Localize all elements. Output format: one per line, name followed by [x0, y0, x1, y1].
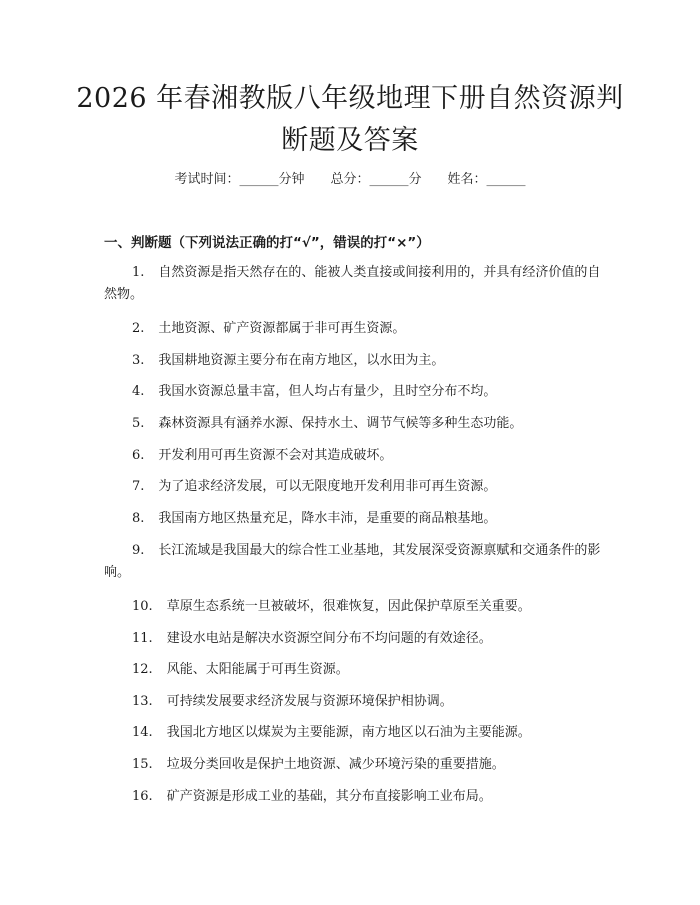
question-item [104, 445, 604, 467]
question-item [104, 508, 604, 530]
question-item [104, 722, 604, 744]
question-number: 4. [132, 384, 145, 399]
question-number: 15. [132, 757, 153, 772]
question-text: 垃圾分类回收是保护土地资源、减少环境污染的重要措施。 [166, 757, 505, 772]
question-text: 可持续发展要求经济发展与资源环境保护相协调。 [166, 694, 453, 709]
question-number: 12. [132, 662, 153, 677]
question-item [104, 262, 604, 306]
question-number: 2. [132, 321, 145, 336]
question-number: 13. [132, 694, 153, 709]
question-text: 长江流域是我国最大的综合性工业基地，其发展深受资源禀赋和交通条件的影响。 [104, 543, 601, 580]
question-number: 11. [132, 631, 153, 646]
exam-info-text: 考试时间：______分钟 总分：______分 姓名：______ [174, 172, 526, 187]
question-number: 8. [132, 511, 145, 526]
question-item [104, 754, 604, 776]
question-text: 我国水资源总量丰富，但人均占有量少，且时空分布不均。 [158, 384, 497, 399]
question-item [104, 476, 604, 498]
question-text: 建设水电站是解决水资源空间分布不均问题的有效途径。 [166, 631, 492, 646]
question-text: 我国南方地区热量充足，降水丰沛，是重要的商品粮基地。 [158, 511, 497, 526]
question-text: 自然资源是指天然存在的、能被人类直接或间接利用的，并具有经济价值的自然物。 [104, 265, 601, 302]
question-text: 风能、太阳能属于可再生资源。 [166, 662, 349, 677]
question-number: 16. [132, 789, 153, 804]
question-item [104, 381, 604, 403]
question-text: 森林资源具有涵养水源、保持水土、调节气候等多种生态功能。 [158, 416, 523, 431]
question-number: 6. [132, 448, 145, 463]
question-number: 7. [132, 479, 145, 494]
question-item [104, 540, 604, 584]
question-item [104, 318, 604, 340]
question-text: 我国北方地区以煤炭为主要能源，南方地区以石油为主要能源。 [166, 725, 531, 740]
question-number: 5. [132, 416, 145, 431]
question-number: 3. [132, 353, 145, 368]
exam-info [0, 168, 700, 187]
question-number: 10. [132, 599, 153, 614]
question-number: 1. [132, 265, 145, 280]
question-number: 14. [132, 725, 153, 740]
question-text: 开发利用可再生资源不会对其造成破坏。 [158, 448, 393, 463]
question-text: 我国耕地资源主要分布在南方地区，以水田为主。 [158, 353, 445, 368]
question-item [104, 350, 604, 372]
document-title [0, 78, 700, 162]
question-item [104, 413, 604, 435]
question-item [104, 691, 604, 713]
section-heading: 一、判断题（下列说法正确的打“√”，错误的打“×”） [104, 235, 430, 251]
question-item [104, 628, 604, 650]
question-text: 矿产资源是形成工业的基础，其分布直接影响工业布局。 [166, 789, 492, 804]
question-text: 草原生态系统一旦被破坏，很难恢复，因此保护草原至关重要。 [166, 599, 531, 614]
question-text: 土地资源、矿产资源都属于非可再生资源。 [158, 321, 406, 336]
title-line-1: 2026 年春湘教版八年级地理下册自然资源判 [76, 83, 624, 114]
question-item [104, 596, 604, 618]
title-line-2: 断题及答案 [281, 125, 419, 156]
question-number: 9. [132, 543, 145, 558]
question-item [104, 786, 604, 808]
question-text: 为了追求经济发展，可以无限度地开发利用非可再生资源。 [158, 479, 497, 494]
question-item [104, 659, 604, 681]
